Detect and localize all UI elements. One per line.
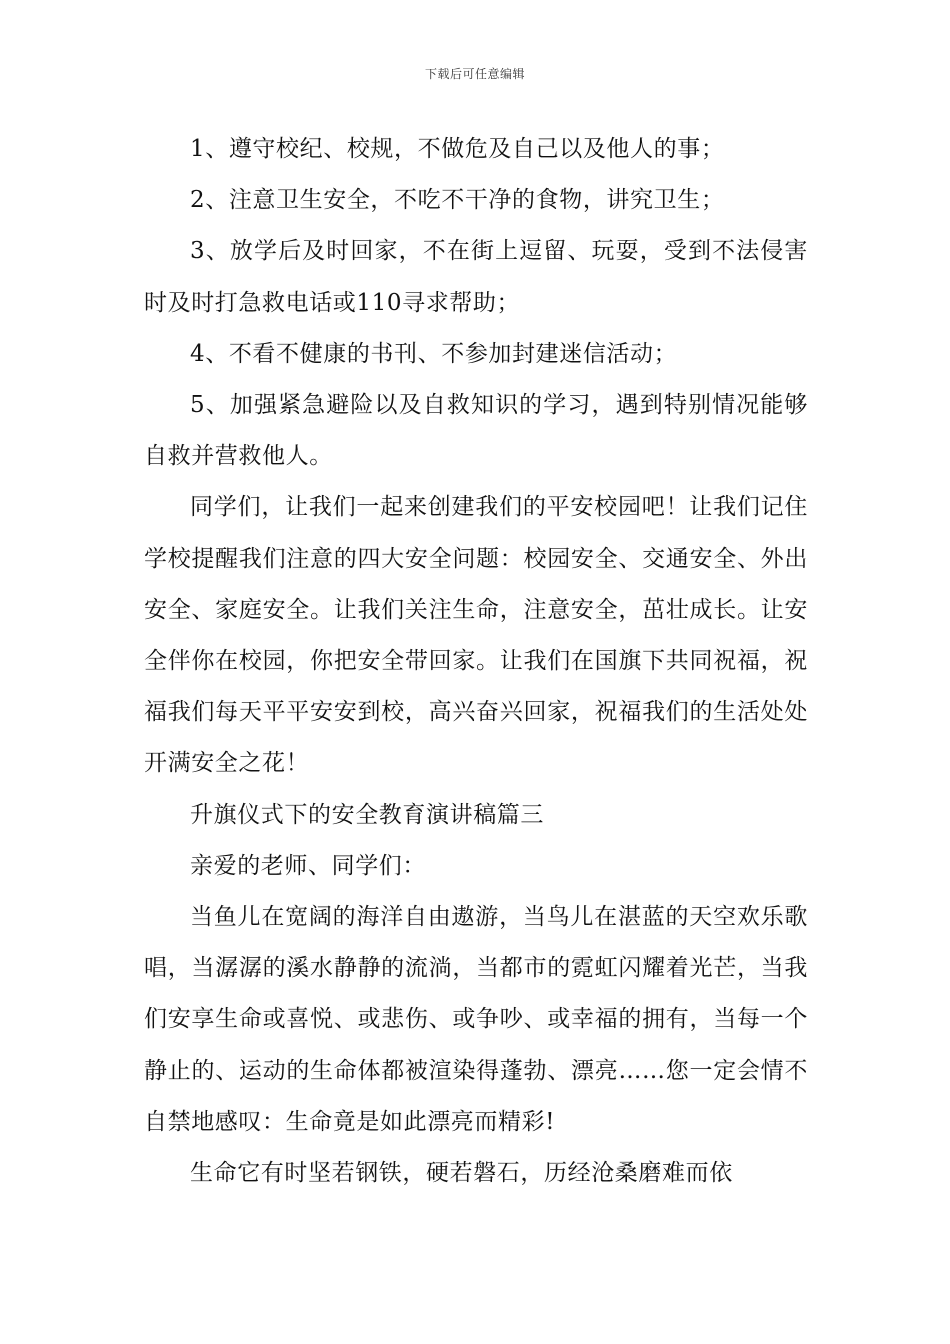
paragraph-continued: 生命它有时坚若钢铁，硬若磐石，历经沧桑磨难而依 [190,1160,733,1187]
paragraph-rule-5: 5、加强紧急避险以及自救知识的学习，遇到特别情况能够自救并营救他人。 [144,392,808,470]
paragraph-rule-3: 3、放学后及时回家，不在街上逗留、玩耍，受到不法侵害时及时打急救电话或110寻求帮助； [144,238,808,316]
section-title: 升旗仪式下的安全教育演讲稿篇三 [190,801,544,828]
page-header: 下载后可任意编辑 [424,67,525,81]
paragraph-intro: 当鱼儿在宽阔的海洋自由遨游，当鸟儿在湛蓝的天空欢乐歌唱，当潺潺的溪水静静的流淌，当都市的霓虹闪耀着光芒，当我们安享生命或喜悦、或悲伤、或争吵、或幸福的拥有，当每一个静止的、运动的生命体都被渲染得蓬勃、漂亮……您一定会情不自禁地感叹：生命竟是如此漂亮而精彩! [144,904,808,1135]
document-body [144,124,808,1199]
paragraph-rule-2: 2、注意卫生安全，不吃不干净的食物，讲究卫生； [190,187,725,214]
paragraph-rule-1: 1、遵守校纪、校规，不做危及自己以及他人的事； [190,136,725,162]
salutation: 亲爱的老师、同学们： [190,852,426,879]
paragraph-rule-4: 4、不看不健康的书刊、不参加封建迷信活动； [190,340,678,367]
paragraph-closing: 同学们，让我们一起来创建我们的平安校园吧！让我们记住学校提醒我们注意的四大安全问题：校园安全、交通安全、外出安全、家庭安全。让我们关注生命，注意安全，茁壮成长。让安全伴你在校园，你把安全带回家。让我们在国旗下共同祝福，祝福我们每天平平安安到校，高兴奋兴回家，祝福我们的生活处处开满安全之花！ [144,494,808,777]
